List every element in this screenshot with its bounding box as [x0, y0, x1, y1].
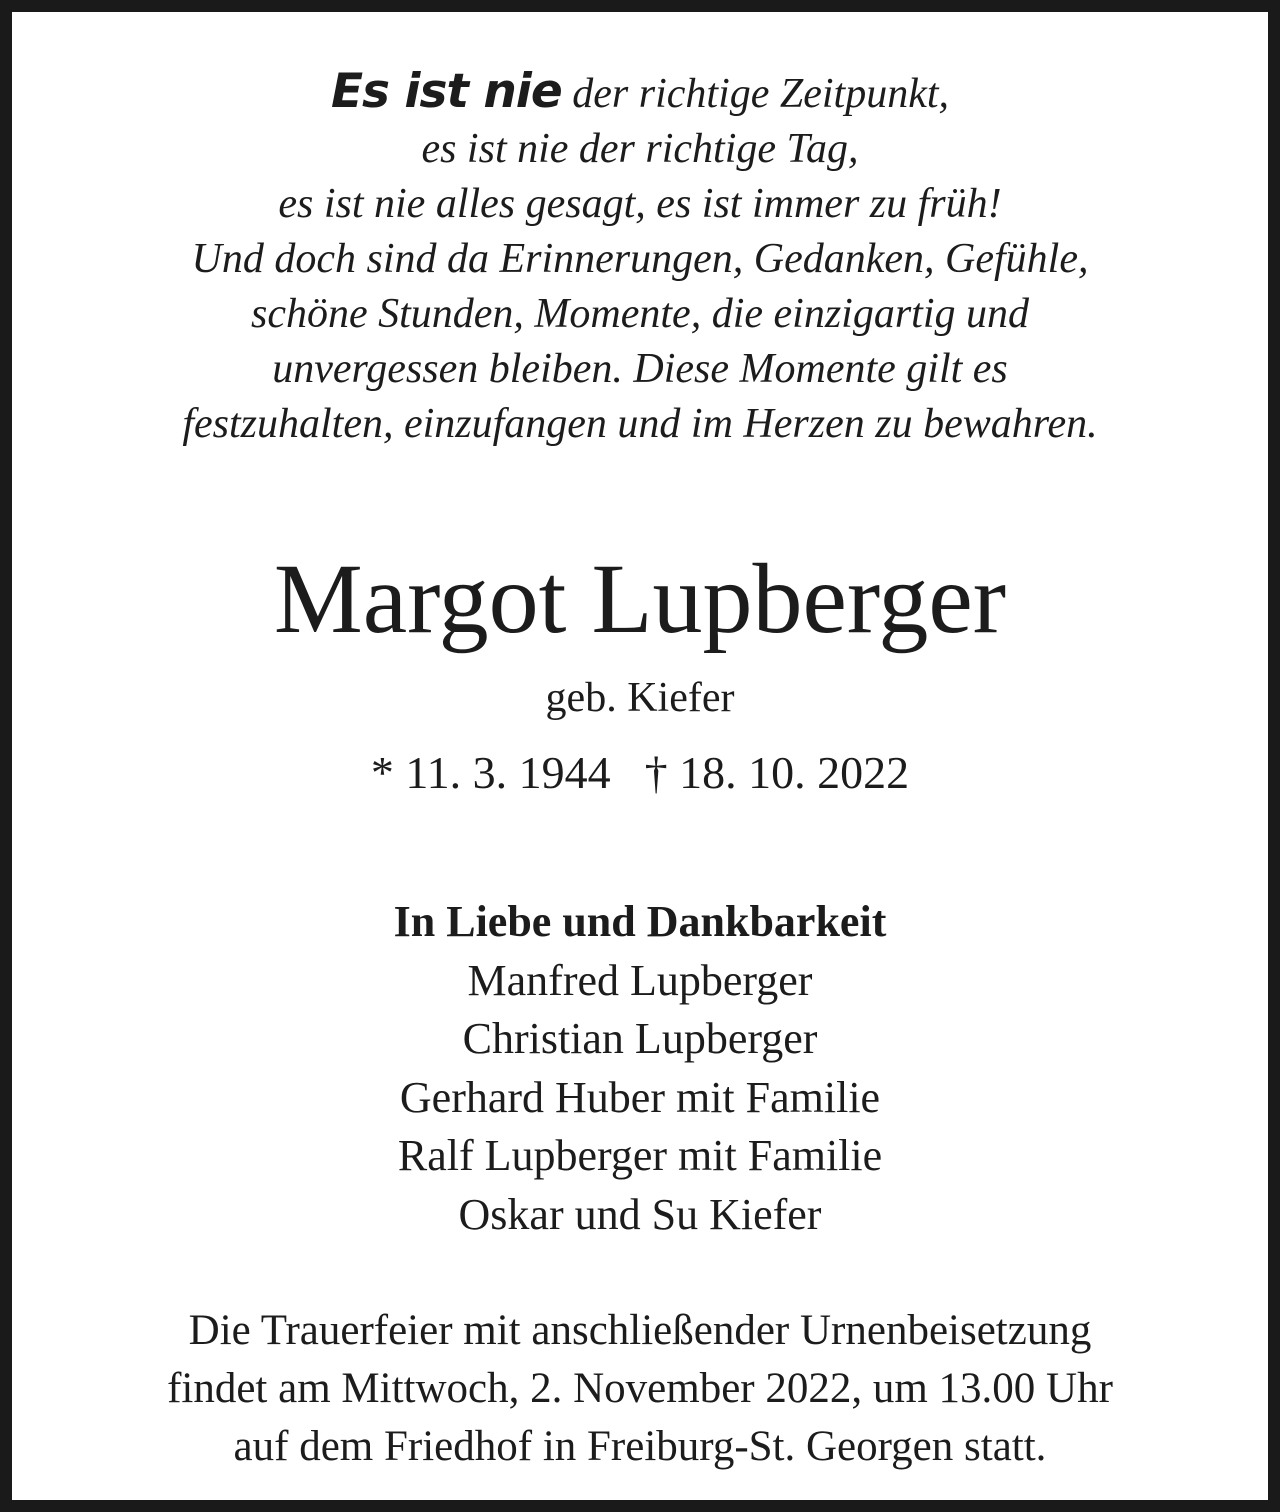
mourner-name: Oskar und Su Kiefer	[458, 1189, 822, 1239]
mourner-name: Gerhard Huber mit Familie	[399, 1072, 881, 1122]
birth-date: * 11. 3. 1944	[370, 747, 611, 798]
poem-first-line-rest: der richtige Zeitpunkt,	[572, 71, 950, 117]
poem-line: unvergessen bleiben. Diese Momente gilt es	[272, 346, 1008, 392]
poem	[12, 64, 1268, 452]
mourner-name: Christian Lupberger	[462, 1014, 818, 1063]
funeral-info	[12, 1302, 1268, 1476]
mourners	[12, 893, 1268, 1244]
funeral-line: auf dem Friedhof in Freiburg-St. Georgen statt.	[233, 1423, 1047, 1470]
funeral-line: Die Trauerfeier mit anschließender Urnenbeisetzung	[188, 1307, 1092, 1354]
poem-line: es ist nie alles gesagt, es ist immer zu früh!	[278, 181, 1002, 227]
death-date: † 18. 10. 2022	[644, 747, 910, 798]
funeral-line: findet am Mittwoch, 2. November 2022, um 13.00 Uhr	[167, 1365, 1113, 1412]
maiden-name: geb. Kiefer	[545, 675, 735, 721]
mourners-heading: In Liebe und Dankbarkeit	[393, 897, 887, 946]
poem-lead: Es ist nie	[330, 64, 562, 119]
poem-line: Und doch sind da Erinnerungen, Gedanken, Gefühle,	[191, 236, 1089, 282]
mourner-name: Manfred Lupberger	[467, 955, 813, 1005]
poem-line: festzuhalten, einzufangen und im Herzen zu bewahren.	[182, 401, 1098, 447]
poem-line: es ist nie der richtige Tag,	[421, 126, 859, 172]
poem-line-1	[12, 64, 1268, 122]
poem-line: schöne Stunden, Momente, die einzigartig und	[250, 291, 1030, 337]
deceased-name: Margot Lupberger	[273, 543, 1007, 654]
life-dates	[12, 745, 1268, 801]
mourner-name: Ralf Lupberger mit Familie	[397, 1131, 883, 1180]
